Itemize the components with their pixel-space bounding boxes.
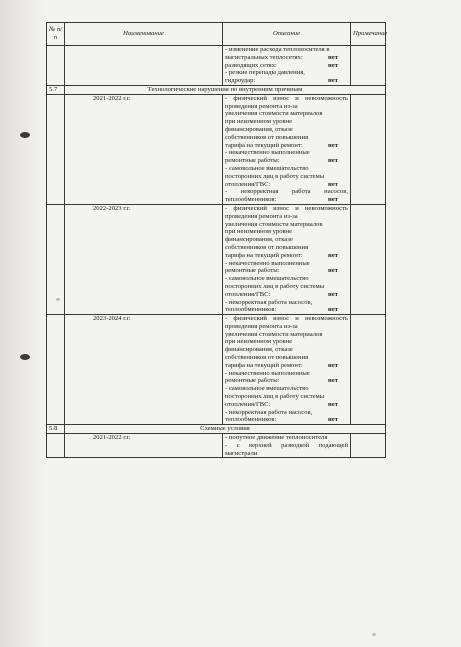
description-line: магистрали: [225, 449, 258, 457]
description-cell: [223, 94, 351, 204]
note-cell: [351, 434, 386, 458]
scan-smudge: [372, 633, 376, 636]
description-text: тарифа на текущий ремонт:: [225, 251, 303, 259]
num-cell: [47, 315, 65, 425]
description-line: увеличения стоимости материалов: [225, 330, 323, 338]
description-line: [225, 377, 348, 385]
description-value: нет: [328, 361, 338, 369]
description-line: [225, 416, 348, 424]
description-line: посторонних лиц в работу системы: [225, 393, 325, 401]
description-value: нет: [328, 77, 338, 85]
description-line: - физический износ и невозможность: [225, 204, 348, 212]
description-line: - некорректная работа насосов,: [225, 298, 313, 306]
description-value: нет: [328, 157, 338, 165]
description-line: при неизменном уровне: [225, 228, 293, 236]
description-cell: [223, 204, 351, 314]
description-line: [225, 54, 348, 62]
note-cell: [351, 94, 386, 204]
description-line: - физический износ и невозможность: [225, 315, 348, 323]
description-line: [225, 181, 348, 189]
description-line: [225, 291, 348, 299]
description-line: [225, 306, 348, 314]
description-value: нет: [328, 306, 338, 314]
description-value: нет: [328, 196, 338, 204]
num-cell: [47, 94, 65, 204]
description-line: - самовольное вмешательство: [225, 275, 309, 283]
period-cell: [65, 46, 223, 86]
description-line: [225, 196, 348, 204]
description-line: проведения ремонта из-за: [225, 212, 298, 220]
description-line: проведения ремонта из-за: [225, 322, 298, 330]
description-table: [46, 22, 386, 458]
description-value: нет: [328, 267, 338, 275]
description-line: - резкие перепады давления,: [225, 69, 305, 77]
table-row: [47, 434, 386, 458]
description-line: финансирования, отказе: [225, 346, 293, 354]
num-cell: [47, 204, 65, 314]
description-line: - самовольное вмешательство: [225, 164, 309, 172]
period-cell: 2021-2022 г.г.: [65, 94, 223, 204]
num-cell: [47, 46, 65, 86]
description-text: ремонтные работы:: [225, 267, 280, 275]
description-text: тарифа на текущий ремонт:: [225, 141, 303, 149]
table-row: [47, 204, 386, 314]
description-line: посторонних лиц в работу системы: [225, 172, 325, 180]
description-line: - некачественно выполненные: [225, 259, 310, 267]
description-text: отопления/ГВС:: [225, 290, 271, 298]
section-title: Технологические нарушения по внутренним причинам: [65, 85, 386, 94]
description-text: ремонтные работы:: [225, 377, 280, 385]
description-cell: [223, 315, 351, 425]
description-line: финансирования, отказе: [225, 125, 293, 133]
num-cell: [47, 434, 65, 458]
description-line: [225, 77, 348, 85]
description-line: - некачественно выполненные: [225, 149, 310, 157]
period-cell: 2022-2023 г.г.: [65, 204, 223, 314]
punch-hole-top: [20, 132, 30, 138]
table-row: [47, 315, 386, 425]
description-text: гидроудар:: [225, 77, 256, 85]
description-value: нет: [328, 416, 338, 424]
description-text: теплообменников:: [225, 416, 277, 424]
description-text: отопления/ГВС:: [225, 180, 271, 188]
section-number: 5.7: [47, 85, 65, 94]
description-line: при неизменном уровне: [225, 118, 293, 126]
description-line: [225, 252, 348, 260]
description-line: проведения ремонта из-за: [225, 102, 298, 110]
description-value: нет: [328, 61, 338, 69]
note-cell: [351, 315, 386, 425]
description-line: [225, 267, 348, 275]
section-number: 5.8: [47, 425, 65, 434]
note-cell: [351, 204, 386, 314]
description-value: нет: [328, 180, 338, 188]
description-text: магистральных теплосетях:: [225, 53, 303, 61]
description-value: нет: [328, 377, 338, 385]
section-row: [47, 85, 386, 94]
table-header-row: [47, 23, 386, 46]
description-value: нет: [328, 290, 338, 298]
description-cell: [223, 46, 351, 86]
description-line: собственников от повышения: [225, 354, 309, 362]
description-value: нет: [328, 141, 338, 149]
description-line: - с верхней разводкой подающей: [225, 441, 348, 449]
description-line: - некорректная работа насосов,: [225, 188, 348, 196]
description-line: [225, 157, 348, 165]
description-line: [225, 142, 348, 150]
table-row: [47, 46, 386, 86]
description-line: увеличения стоимости материалов: [225, 110, 323, 118]
note-cell: [351, 46, 386, 86]
description-text: разводящих сетях:: [225, 61, 277, 69]
header-note: Примечание: [351, 23, 386, 46]
description-cell: [223, 434, 351, 458]
description-line: увеличения стоимости материалов: [225, 220, 323, 228]
description-line: - попутное движение теплоносителя: [225, 434, 328, 442]
description-line: [225, 362, 348, 370]
binder-margin: [0, 0, 44, 647]
description-text: теплообменников:: [225, 196, 277, 204]
description-text: теплообменников:: [225, 306, 277, 314]
description-value: нет: [328, 53, 338, 61]
description-value: нет: [328, 251, 338, 259]
description-value: нет: [328, 400, 338, 408]
description-line: - некачественно выполненные: [225, 369, 310, 377]
header-num: № п/п: [47, 23, 65, 46]
description-line: [225, 401, 348, 409]
description-line: собственников от повышения: [225, 133, 309, 141]
description-line: посторонних лиц в работу системы: [225, 282, 325, 290]
description-line: [225, 62, 348, 70]
description-text: тарифа на текущий ремонт:: [225, 361, 303, 369]
header-name: Наименование: [65, 23, 223, 46]
description-line: - изменение расхода теплоносителя в: [225, 46, 330, 53]
description-line: финансирования, отказе: [225, 236, 293, 244]
description-line: - некорректная работа насосов,: [225, 408, 313, 416]
section-title: Схемные условия: [65, 425, 386, 434]
header-description: Описание: [223, 23, 351, 46]
section-row: [47, 425, 386, 434]
description-line: при неизменном уровне: [225, 338, 293, 346]
period-cell: 2023-2024 г.г.: [65, 315, 223, 425]
description-line: собственников от повышения: [225, 243, 309, 251]
period-cell: 2021-2022 г.г.: [65, 434, 223, 458]
description-text: ремонтные работы:: [225, 157, 280, 165]
description-line: - самовольное вмешательство: [225, 385, 309, 393]
table-row: [47, 94, 386, 204]
description-text: отопления/ГВС:: [225, 400, 271, 408]
punch-hole-bottom: [20, 354, 30, 360]
description-line: - физический износ и невозможность: [225, 94, 348, 102]
